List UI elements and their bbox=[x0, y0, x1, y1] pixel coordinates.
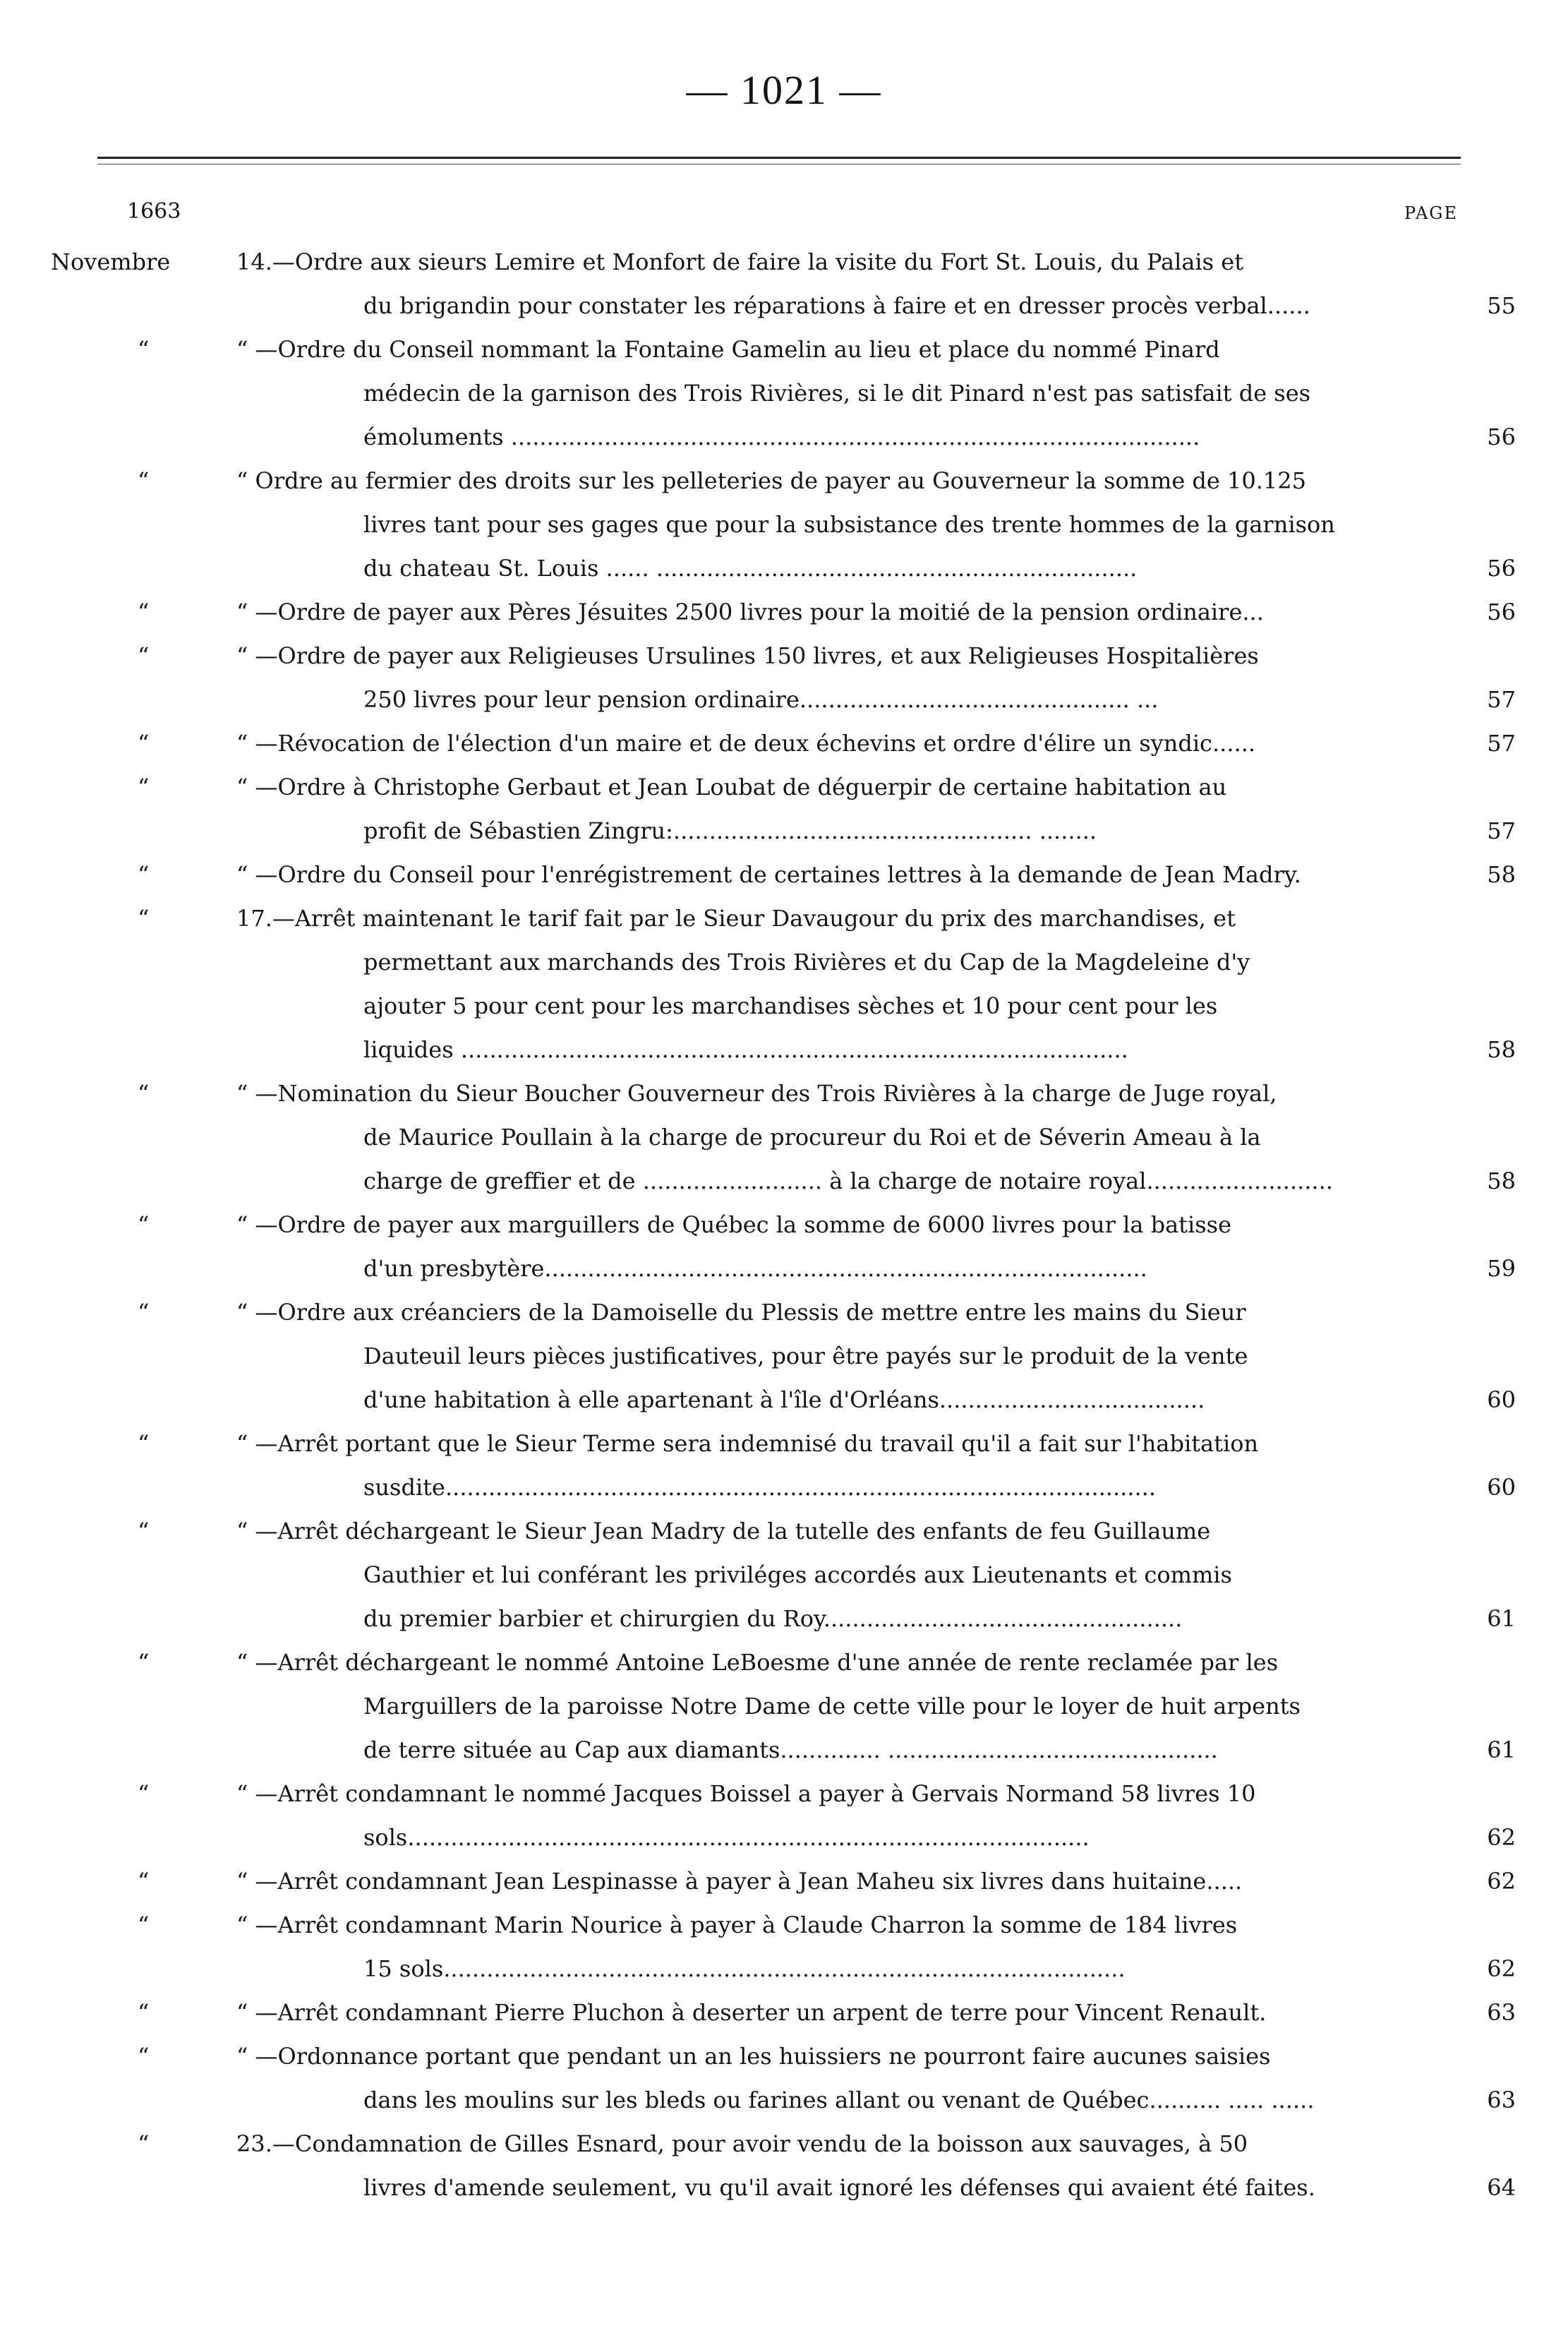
entry-page-number: 57 bbox=[1487, 817, 1516, 844]
entry-first-line: “ —Ordre du Conseil pour l'enrégistrement de certaines lettres à la demande de Jean Madry. bbox=[236, 861, 1301, 888]
entry-first-line: “ —Ordre à Christophe Gerbaut et Jean Loubat de déguerpir de certaine habitation au bbox=[236, 774, 1227, 800]
entry-first-line: 17.—Arrêt maintenant le tarif fait par le Sieur Davaugour du prix des marchandises, et bbox=[236, 905, 1236, 932]
entry-continuation-line: ajouter 5 pour cent pour les marchandises sèches et 10 pour cent pour les bbox=[363, 992, 1218, 1019]
list-item bbox=[0, 1859, 1568, 1903]
header-rule bbox=[97, 157, 1461, 159]
entry-continuation-line: permettant aux marchands des Trois Rivières et du Cap de la Magdeleine d'y bbox=[363, 949, 1250, 976]
list-item bbox=[0, 853, 1568, 896]
entry-text bbox=[236, 853, 1516, 896]
entry-page-number: 61 bbox=[1487, 1736, 1516, 1763]
entry-page-number: 55 bbox=[1487, 292, 1516, 319]
entry-continuation-line: profit de Sébastien Zingru:.................................................. ........ bbox=[363, 817, 1097, 844]
ditto-mark: “ bbox=[138, 599, 150, 625]
entry-text bbox=[236, 2122, 1516, 2209]
entry-continuation-line: Gauthier et lui conférant les priviléges accordés aux Lieutenants et commis bbox=[363, 1561, 1232, 1588]
entry-continuation-line: émoluments ................................................................................................ bbox=[363, 424, 1200, 450]
entry-page-number: 62 bbox=[1487, 1955, 1516, 1982]
entry-first-line: “ Ordre au fermier des droits sur les pelleteries de payer au Gouverneur la somme de 10.125 bbox=[236, 467, 1306, 494]
entry-text bbox=[236, 765, 1516, 853]
entry-text bbox=[236, 1203, 1516, 1290]
entry-page-number: 62 bbox=[1487, 1868, 1516, 1895]
entry-first-line: 14.—Ordre aux sieurs Lemire et Monfort de faire la visite du Fort St. Louis, du Palais et bbox=[236, 248, 1244, 275]
entry-text bbox=[236, 1290, 1516, 1422]
ditto-mark: “ bbox=[138, 2130, 150, 2157]
entry-continuation-line: médecin de la garnison des Trois Rivières, si le dit Pinard n'est pas satisfait de ses bbox=[363, 380, 1311, 407]
ditto-mark: “ bbox=[138, 861, 150, 888]
entry-first-line: “ —Arrêt condamnant Jean Lespinasse à payer à Jean Maheu six livres dans huitaine..... bbox=[236, 1868, 1243, 1895]
entry-text bbox=[236, 459, 1516, 590]
entry-first-line: “ —Ordre de payer aux Pères Jésuites 2500 livres pour la moitié de la pension ordinaire... bbox=[236, 599, 1264, 625]
list-item bbox=[0, 1772, 1568, 1859]
entry-text bbox=[236, 240, 1516, 328]
entry-page-number: 60 bbox=[1487, 1386, 1516, 1413]
entry-continuation-line: du brigandin pour constater les réparations à faire et en dresser procès verbal...... bbox=[363, 292, 1310, 319]
ditto-mark: “ bbox=[138, 1211, 150, 1238]
list-item bbox=[0, 896, 1568, 1072]
entry-continuation-line: sols............................................................................................... bbox=[363, 1824, 1090, 1851]
ditto-mark: “ bbox=[138, 1868, 150, 1895]
entry-continuation-line: 250 livres pour leur pension ordinaire.............................................. ... bbox=[363, 686, 1159, 713]
entry-page-number: 63 bbox=[1487, 2087, 1516, 2113]
entry-page-number: 58 bbox=[1487, 861, 1516, 888]
list-item bbox=[0, 590, 1568, 634]
entry-continuation-line: 15 sols............................................................................................... bbox=[363, 1955, 1126, 1982]
entry-page-number: 56 bbox=[1487, 424, 1516, 450]
entry-page-number: 58 bbox=[1487, 1168, 1516, 1194]
entry-continuation-line: Marguillers de la paroisse Notre Dame de cette ville pour le loyer de huit arpents bbox=[363, 1693, 1301, 1720]
entry-text bbox=[236, 1509, 1516, 1640]
entry-continuation-line: liquides ............................................................................................. bbox=[363, 1036, 1128, 1063]
entry-continuation-line: susdite................................................................................................... bbox=[363, 1474, 1156, 1501]
list-item bbox=[0, 1072, 1568, 1203]
entry-page-number: 57 bbox=[1487, 730, 1516, 757]
list-item bbox=[0, 1290, 1568, 1422]
list-item bbox=[0, 1991, 1568, 2034]
page-column-heading: PAGE bbox=[1404, 203, 1458, 223]
ditto-mark: “ bbox=[138, 730, 150, 757]
list-item bbox=[0, 1422, 1568, 1509]
ditto-mark: “ bbox=[138, 1780, 150, 1807]
entry-page-number: 61 bbox=[1487, 1605, 1516, 1632]
list-item bbox=[0, 2034, 1568, 2122]
entry-text bbox=[236, 328, 1516, 459]
entry-first-line: “ —Arrêt condamnant Marin Nourice à payer à Claude Charron la somme de 184 livres bbox=[236, 1912, 1238, 1938]
entry-page-number: 58 bbox=[1487, 1036, 1516, 1063]
ditto-mark: “ bbox=[138, 1299, 150, 1326]
list-item bbox=[0, 1203, 1568, 1290]
entry-continuation-line: de terre située au Cap aux diamants.............. .............................................. bbox=[363, 1736, 1218, 1763]
entry-continuation-line: livres d'amende seulement, vu qu'il avait ignoré les défenses qui avaient été faites. bbox=[363, 2174, 1315, 2201]
entry-page-number: 64 bbox=[1487, 2174, 1516, 2201]
entry-first-line: “ —Arrêt déchargeant le nommé Antoine LeBoesme d'une année de rente reclamée par les bbox=[236, 1649, 1279, 1676]
entry-text bbox=[236, 634, 1516, 721]
entry-text bbox=[236, 1903, 1516, 1991]
entry-text bbox=[236, 1422, 1516, 1509]
ditto-mark: “ bbox=[138, 774, 150, 800]
list-item bbox=[0, 765, 1568, 853]
entry-first-line: “ —Ordre aux créanciers de la Damoiselle du Plessis de mettre entre les mains du Sieur bbox=[236, 1299, 1246, 1326]
entry-continuation-line: livres tant pour ses gages que pour la subsistance des trente hommes de la garnison bbox=[363, 511, 1335, 538]
list-item bbox=[0, 1640, 1568, 1772]
entry-page-number: 59 bbox=[1487, 1255, 1516, 1282]
entry-first-line: 23.—Condamnation de Gilles Esnard, pour avoir vendu de la boisson aux sauvages, à 50 bbox=[236, 2130, 1248, 2157]
entry-continuation-line: dans les moulins sur les bleds ou farines allant ou venant de Québec.......... ..... ...... bbox=[363, 2087, 1315, 2113]
list-item bbox=[0, 634, 1568, 721]
entry-text bbox=[236, 1859, 1516, 1903]
entry-page-number: 57 bbox=[1487, 686, 1516, 713]
entry-continuation-line: Dauteuil leurs pièces justificatives, pour être payés sur le produit de la vente bbox=[363, 1343, 1248, 1369]
entry-continuation-line: de Maurice Poullain à la charge de procureur du Roi et de Séverin Ameau à la bbox=[363, 1124, 1261, 1151]
ditto-mark: “ bbox=[138, 336, 150, 363]
entry-first-line: “ —Ordre de payer aux marguillers de Québec la somme de 6000 livres pour la batisse bbox=[236, 1211, 1232, 1238]
entry-page-number: 62 bbox=[1487, 1824, 1516, 1851]
entry-text bbox=[236, 721, 1516, 765]
entry-continuation-line: charge de greffier et de ......................... à la charge de notaire royal.......................... bbox=[363, 1168, 1333, 1194]
entry-text bbox=[236, 1072, 1516, 1203]
ditto-mark: “ bbox=[138, 1649, 150, 1676]
entry-page-number: 60 bbox=[1487, 1474, 1516, 1501]
list-item bbox=[0, 2122, 1568, 2209]
ditto-mark: “ bbox=[138, 1999, 150, 2026]
list-item bbox=[0, 459, 1568, 590]
entry-first-line: “ —Arrêt condamnant Pierre Pluchon à deserter un arpent de terre pour Vincent Renault. bbox=[236, 1999, 1267, 2026]
list-item bbox=[0, 1903, 1568, 1991]
ditto-mark: “ bbox=[138, 642, 150, 669]
entry-first-line: “ —Révocation de l'élection d'un maire et de deux échevins et ordre d'élire un syndic...... bbox=[236, 730, 1255, 757]
ditto-mark: “ bbox=[138, 1080, 150, 1107]
list-item bbox=[0, 240, 1568, 328]
entry-first-line: “ —Arrêt portant que le Sieur Terme sera indemnisé du travail qu'il a fait sur l'habitation bbox=[236, 1430, 1259, 1457]
entry-text bbox=[236, 896, 1516, 1072]
entry-text bbox=[236, 1991, 1516, 2034]
ditto-mark: “ bbox=[138, 1912, 150, 1938]
list-item bbox=[0, 1509, 1568, 1640]
entry-continuation-line: d'une habitation à elle apartenant à l'île d'Orléans..................................... bbox=[363, 1386, 1205, 1413]
ditto-mark: “ bbox=[138, 905, 150, 932]
ditto-mark: “ bbox=[138, 1430, 150, 1457]
ditto-mark: “ bbox=[138, 467, 150, 494]
entry-page-number: 56 bbox=[1487, 599, 1516, 625]
entry-month: Novembre bbox=[51, 248, 171, 275]
entry-continuation-line: du premier barbier et chirurgien du Roy.................................................. bbox=[363, 1605, 1183, 1632]
entry-first-line: “ —Arrêt déchargeant le Sieur Jean Madry de la tutelle des enfants de feu Guillaume bbox=[236, 1518, 1211, 1544]
entry-text bbox=[236, 2034, 1516, 2122]
entry-continuation-line: d'un presbytère.................................................................................... bbox=[363, 1255, 1147, 1282]
list-item bbox=[0, 328, 1568, 459]
ditto-mark: “ bbox=[138, 2043, 150, 2070]
year-heading: 1663 bbox=[127, 199, 181, 224]
entry-text bbox=[236, 1640, 1516, 1772]
ditto-mark: “ bbox=[138, 1518, 150, 1544]
entry-first-line: “ —Arrêt condamnant le nommé Jacques Boissel a payer à Gervais Normand 58 livres 10 bbox=[236, 1780, 1256, 1807]
entry-first-line: “ —Nomination du Sieur Boucher Gouverneur des Trois Rivières à la charge de Juge royal, bbox=[236, 1080, 1277, 1107]
entry-first-line: “ —Ordonnance portant que pendant un an les huissiers ne pourront faire aucunes saisies bbox=[236, 2043, 1271, 2070]
entry-first-line: “ —Ordre de payer aux Religieuses Ursulines 150 livres, et aux Religieuses Hospitalières bbox=[236, 642, 1259, 669]
entry-text bbox=[236, 1772, 1516, 1859]
page-number: — 1021 — bbox=[686, 67, 882, 113]
entry-list bbox=[0, 240, 1568, 2209]
entry-first-line: “ —Ordre du Conseil nommant la Fontaine Gamelin au lieu et place du nommé Pinard bbox=[236, 336, 1220, 363]
entry-text bbox=[236, 590, 1516, 634]
entry-continuation-line: du chateau St. Louis ...... ................................................................... bbox=[363, 555, 1138, 582]
entry-page-number: 56 bbox=[1487, 555, 1516, 582]
entry-page-number: 63 bbox=[1487, 1999, 1516, 2026]
list-item bbox=[0, 721, 1568, 765]
